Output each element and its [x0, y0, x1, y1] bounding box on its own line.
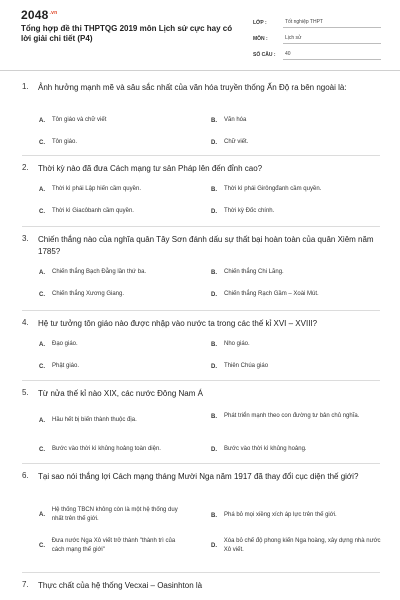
- question-text: Từ nửa thế kỉ nào XIX, các nước Đông Nam Á: [38, 389, 203, 398]
- option-letter: D.: [211, 363, 217, 370]
- option-b[interactable]: [211, 268, 381, 277]
- option-text: Thời kì phái Girôngđanh cầm quyền.: [224, 186, 322, 192]
- option-b[interactable]: [211, 412, 381, 421]
- option-text: Chiến thắng Xương Giang.: [52, 291, 124, 297]
- option-c[interactable]: [39, 207, 189, 216]
- option-text: Xóa bỏ chế độ phong kiến Nga hoàng, xây dựng nhà nước Xô viết.: [223, 538, 381, 553]
- meta-value: Lịch sử: [283, 35, 381, 44]
- option-c[interactable]: [39, 362, 189, 371]
- meta-row-count: [253, 44, 381, 60]
- option-text: Chữ viết.: [224, 139, 249, 145]
- option-text: Thời kì phái Lập hiến cầm quyền.: [52, 186, 141, 192]
- option-d[interactable]: [211, 207, 381, 216]
- option-letter: A.: [39, 186, 45, 193]
- option-b[interactable]: [211, 511, 381, 520]
- document-header: [0, 0, 400, 71]
- question-row: [22, 82, 380, 94]
- question-divider: [22, 572, 380, 573]
- option-letter: D.: [211, 208, 217, 215]
- question-row: [22, 580, 380, 592]
- option-a[interactable]: [39, 185, 189, 194]
- option-d[interactable]: [211, 445, 381, 454]
- option-text: Chiến thắng Rạch Gầm – Xoài Mút.: [224, 291, 319, 297]
- logo-suffix: .vn: [49, 10, 58, 16]
- question-row: [22, 163, 380, 175]
- option-letter: A.: [39, 417, 45, 424]
- option-letter: A.: [39, 512, 45, 518]
- option-letter: C.: [39, 363, 45, 370]
- question-row: [22, 318, 380, 330]
- option-a[interactable]: [39, 116, 189, 125]
- option-text: Thời kì Giacôbanh cầm quyền.: [52, 208, 134, 214]
- option-text: Thiên Chúa giáo: [224, 363, 269, 369]
- question-number: 4.: [22, 318, 29, 327]
- question-number: 1.: [22, 82, 29, 91]
- option-text: Đưa nước Nga Xô viết trở thành "thành trì của cách mạng thế giới": [51, 538, 176, 553]
- option-c[interactable]: [39, 445, 189, 454]
- page-title: Tổng hợp đề thi THPTQG 2019 môn Lịch sử cực hay có lời giải chi tiết (P4): [21, 24, 233, 43]
- option-letter: D.: [211, 139, 217, 146]
- question-divider: [22, 310, 380, 311]
- question-divider: [22, 380, 380, 381]
- option-text: Hầu hết bị biến thành thuộc địa.: [52, 417, 137, 423]
- question-divider: [22, 155, 380, 156]
- option-text: Nho giáo.: [224, 341, 250, 347]
- option-letter: C.: [39, 208, 45, 215]
- meta-label: MÔN :: [253, 36, 268, 42]
- question-number: 2.: [22, 163, 29, 172]
- question-number: 3.: [22, 234, 29, 243]
- option-text: Chiến thắng Chi Lăng.: [224, 269, 284, 275]
- option-letter: C.: [39, 446, 45, 453]
- question-divider: [22, 226, 380, 227]
- option-text: Đạo giáo.: [52, 341, 78, 347]
- option-letter: B.: [211, 413, 217, 420]
- question-divider: [22, 463, 380, 464]
- option-letter: B.: [211, 117, 217, 124]
- option-b[interactable]: [211, 340, 381, 349]
- question-number: 5.: [22, 388, 29, 397]
- option-letter: B.: [211, 269, 217, 276]
- option-c[interactable]: [39, 138, 189, 147]
- option-a[interactable]: [39, 340, 189, 349]
- option-text: Phá bỏ mọi xiềng xích áp lực trên thế giới.: [224, 512, 337, 518]
- option-text: Hệ thống TBCN không còn là một hệ thống duy nhất trên thế giới.: [51, 507, 178, 522]
- option-letter: D.: [211, 291, 217, 298]
- option-text: Bước vào thời kì khủng hoảng toàn diện.: [52, 446, 161, 452]
- option-d[interactable]: [211, 362, 381, 371]
- option-text: Chiến thắng Bạch Đằng lần thứ ba.: [52, 269, 147, 275]
- question-text: Ảnh hưởng mạnh mẽ và sâu sắc nhất của văn hóa truyền thống Ấn Độ ra bên ngoài là:: [38, 83, 347, 92]
- option-letter: A.: [39, 117, 45, 124]
- option-letter: D.: [211, 446, 217, 453]
- option-text: Bước vào thời kì khủng hoảng.: [224, 446, 307, 452]
- option-c[interactable]: [39, 290, 189, 299]
- question-row: [22, 234, 380, 258]
- option-letter: B.: [211, 341, 217, 348]
- question-text: Thời kỳ nào đã đưa Cách mạng tư sản Pháp lên đến đỉnh cao?: [38, 164, 263, 173]
- question-text: Hệ tư tưởng tôn giáo nào được nhập vào nước ta trong các thế kỉ XVI – XVIII?: [38, 319, 318, 328]
- option-text: Phát triển mạnh theo con đường tư bản chủ nghĩa.: [224, 413, 360, 419]
- question-text: Chiến thắng nào của nghĩa quân Tây Sơn đánh dấu sự thất bại hoàn toàn của quân Xiêm năm 1785?: [38, 235, 374, 256]
- option-text: Tôn giáo và chữ viết: [52, 117, 107, 123]
- question-row: [22, 471, 380, 483]
- option-a[interactable]: [39, 416, 189, 425]
- option-letter: C.: [39, 139, 45, 146]
- option-text: Văn hóa: [224, 117, 247, 123]
- option-letter: D.: [211, 543, 217, 549]
- question-number: 6.: [22, 471, 29, 480]
- logo-text: 2048: [21, 8, 49, 22]
- option-letter: B.: [211, 186, 217, 193]
- option-b[interactable]: [211, 185, 381, 194]
- question-number: 7.: [22, 580, 29, 589]
- option-letter: A.: [39, 269, 45, 276]
- option-letter: C.: [39, 543, 45, 549]
- meta-row-subject: [253, 28, 381, 44]
- option-c[interactable]: [39, 537, 189, 555]
- meta-info: [253, 12, 381, 60]
- option-b[interactable]: [211, 116, 381, 125]
- option-text: Thời kỳ Đốc chính.: [224, 208, 275, 214]
- option-a[interactable]: [39, 268, 189, 277]
- option-letter: C.: [39, 291, 45, 298]
- option-letter: B.: [211, 512, 217, 519]
- option-text: Phật giáo.: [52, 363, 80, 369]
- question-text: Thực chất của hệ thống Vecxai – Oasinhton là: [38, 581, 203, 590]
- option-d[interactable]: [211, 138, 381, 147]
- meta-row-class: [253, 12, 381, 28]
- option-letter: A.: [39, 341, 45, 348]
- meta-value: Tốt nghiệp THPT: [283, 19, 381, 28]
- question-row: [22, 388, 380, 400]
- site-logo[interactable]: [21, 8, 57, 22]
- option-text: Tôn giáo.: [52, 139, 78, 145]
- question-text: Tại sao nói thắng lợi Cách mạng tháng Mười Nga năm 1917 đã thay đổi cục diện thế giới?: [38, 472, 359, 481]
- meta-label: LỚP :: [253, 20, 267, 26]
- option-d[interactable]: [211, 290, 381, 299]
- meta-label: SỐ CÂU :: [253, 52, 276, 58]
- option-a[interactable]: [39, 506, 189, 524]
- option-d[interactable]: [211, 537, 381, 555]
- meta-value: 40: [283, 51, 381, 60]
